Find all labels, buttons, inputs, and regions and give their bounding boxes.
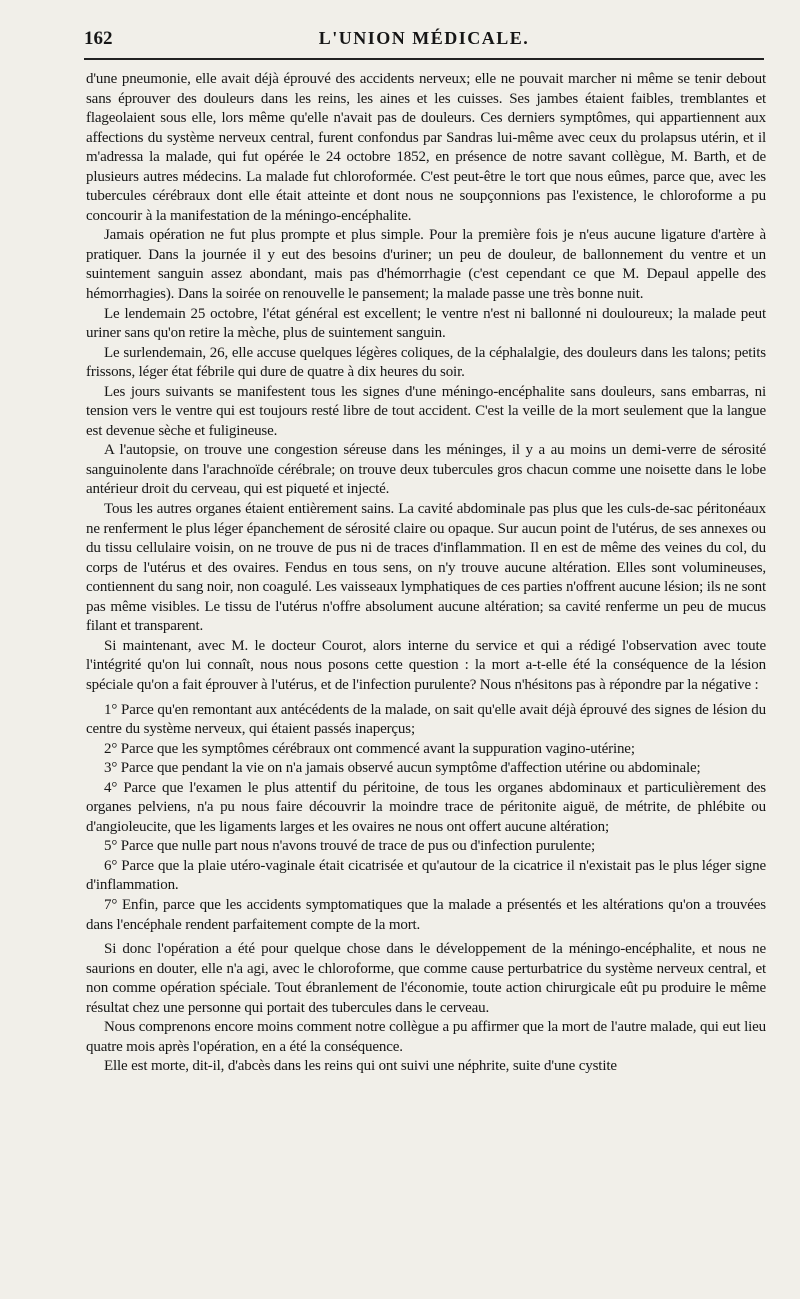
paragraph: A l'autopsie, on trouve une congestion séreuse dans les méninges, il y a au moins un demi-verre de sérosité sanguinolente dans l'arachnoïde cérébrale; on trouve deux tubercules gros chacun comme une noisette dans le lobe antérieur droit du cerveau, qui est piqueté et injecté. xyxy=(86,442,766,498)
page-number: 162 xyxy=(84,28,113,49)
list-item: 5° Parce que nulle part nous n'avons trouvé de trace de pus ou d'infection purulente; xyxy=(104,838,596,855)
list-item: 4° Parce que l'examen le plus attentif du péritoine, de tous les organes abdominaux et particulièrement des organes pelviens, n'a pu nous faire découvrir la moindre trace de péritonite aiguë, de métrite, de phlébite ou d'angioleucite, que les ligaments larges et les ovaires ne nous ont offert aucune altération; xyxy=(86,779,766,835)
article-body xyxy=(86,70,766,1077)
paragraph: Le lendemain 25 octobre, l'état général est excellent; le ventre n'est ni ballonné ni douloureux; la malade peut uriner sans qu'on retire la mèche, plus de suintement sanguin. xyxy=(86,305,766,342)
paragraph: d'une pneumonie, elle avait déjà éprouvé des accidents nerveux; elle ne pouvait marcher ni même se tenir debout sans éprouver des douleurs dans les reins, les aines et les cuisses. Ses jambes étaient faibles, tremblantes et flageolaient sous elle, lors même qu'elle n'avait pas de douleurs. Ces derniers symptômes, qui appartiennent aux affections du système nerveux central, furent confondus par Sandras lui-même avec ceux du prolapsus utérin, et il m'adressa la malade, qui fut opérée le 24 octobre 1852, en présence de notre savant collègue, M. Barth, et de plusieurs autres médecins. La malade fut chloroformée. C'est peut-être le tort que nous eûmes, parce que, avec les tubercules cérébraux dont elle était atteinte et dont nous ne soupçonnions pas l'existence, le chloroforme a pu concourir à la manifestation de la méningo-encéphalite. xyxy=(86,71,766,224)
page-header xyxy=(84,28,764,56)
list-item: 6° Parce que la plaie utéro-vaginale était cicatrisée et qu'autour de la cicatrice il n'existait pas le plus léger signe d'inflammation. xyxy=(86,857,766,894)
paragraph: Si maintenant, avec M. le docteur Courot, alors interne du service et qui a rédigé l'observation avec toute l'intégrité qu'on lui connaît, nous nous posons cette question : la mort a-t-elle été la conséquence de la lésion spéciale qu'on a fait éprouver à l'utérus, et de l'infection purulente? Nous n'hésitons pas à répondre par la négative : xyxy=(86,637,766,693)
header-rule xyxy=(84,58,764,60)
paragraph: Jamais opération ne fut plus prompte et plus simple. Pour la première fois je n'eus aucune ligature d'artère à pratiquer. Dans la journée il y eut des besoins d'uriner; un peu de douleur, de ballonnement du ventre et un suintement sanguin assez abondant, mais pas d'hémorrhagie (c'est cependant ce que M. Depaul appelle des hémorrhagies). Dans la soirée on renouvelle le pansement; la malade passe une très bonne nuit. xyxy=(86,227,766,303)
list-item: 1° Parce qu'en remontant aux antécédents de la malade, on sait qu'elle avait déjà éprouvé des signes de lésion du centre du système nerveux, qui étaient passés inaperçus; xyxy=(86,701,766,738)
paragraph: Les jours suivants se manifestent tous les signes d'une méningo-encéphalite sans douleurs, sans embarras, ni tension vers le ventre qui est toujours resté libre de tout accident. C'est la veille de la mort seulement que la langue est devenue sèche et fuligineuse. xyxy=(86,383,766,439)
paragraph: Le surlendemain, 26, elle accuse quelques légères coliques, de la céphalalgie, des douleurs dans les talons; petits frissons, léger état fébrile qui dure de quatre à dix heures du soir. xyxy=(86,344,766,381)
list-item: 7° Enfin, parce que les accidents symptomatiques que la malade a présentés et les altérations qu'on a trouvées dans l'encéphale rendent parfaitement compte de la mort. xyxy=(86,896,766,933)
paragraph: Elle est morte, dit-il, d'abcès dans les reins qui ont suivi une néphrite, suite d'une cystite xyxy=(104,1058,617,1075)
journal-title: L'UNION MÉDICALE. xyxy=(318,28,530,48)
list-item: 3° Parce que pendant la vie on n'a jamais observé aucun symptôme d'affection utérine ou abdominale; xyxy=(104,760,701,777)
paragraph: Tous les autres organes étaient entièrement sains. La cavité abdominale pas plus que les culs-de-sac péritonéaux ne renferment le plus léger épanchement de sérosité claire ou opaque. Sur aucun point de l'utérus, de ses annexes ou du tissu cellulaire voisin, on ne trouve de pus ni de traces d'inflammation. Il en est de même des veines du col, du corps de l'utérus et des ovaires. Fendus en tous sens, on n'y trouve aucune altération. Elles sont volumineuses, contiennent du sang noir, non coagulé. Les vaisseaux lymphatiques de ces parties n'offrent aucune lésion; ils ne sont pas même visibles. Le tissu de l'utérus n'offre absolument aucune altération; sa cavité renferme un peu de mucus filant et transparent. xyxy=(86,501,766,635)
paragraph: Si donc l'opération a été pour quelque chose dans le développement de la méningo-encéphalite, et nous ne saurions en douter, elle n'a agi, avec le chloroforme, que comme cause perturbatrice du système nerveux central, et non comme opération spéciale. Tout ébranlement de l'économie, toute action chirurgicale eût pu produire le même résultat chez une personne qui portait des tubercules dans le cerveau. xyxy=(86,941,766,1016)
list-item: 2° Parce que les symptômes cérébraux ont commencé avant la suppuration vagino-utérine; xyxy=(104,740,635,757)
paragraph: Nous comprenons encore moins comment notre collègue a pu affirmer que la mort de l'autre malade, qui eut lieu quatre mois après l'opération, en a été la conséquence. xyxy=(86,1019,766,1055)
